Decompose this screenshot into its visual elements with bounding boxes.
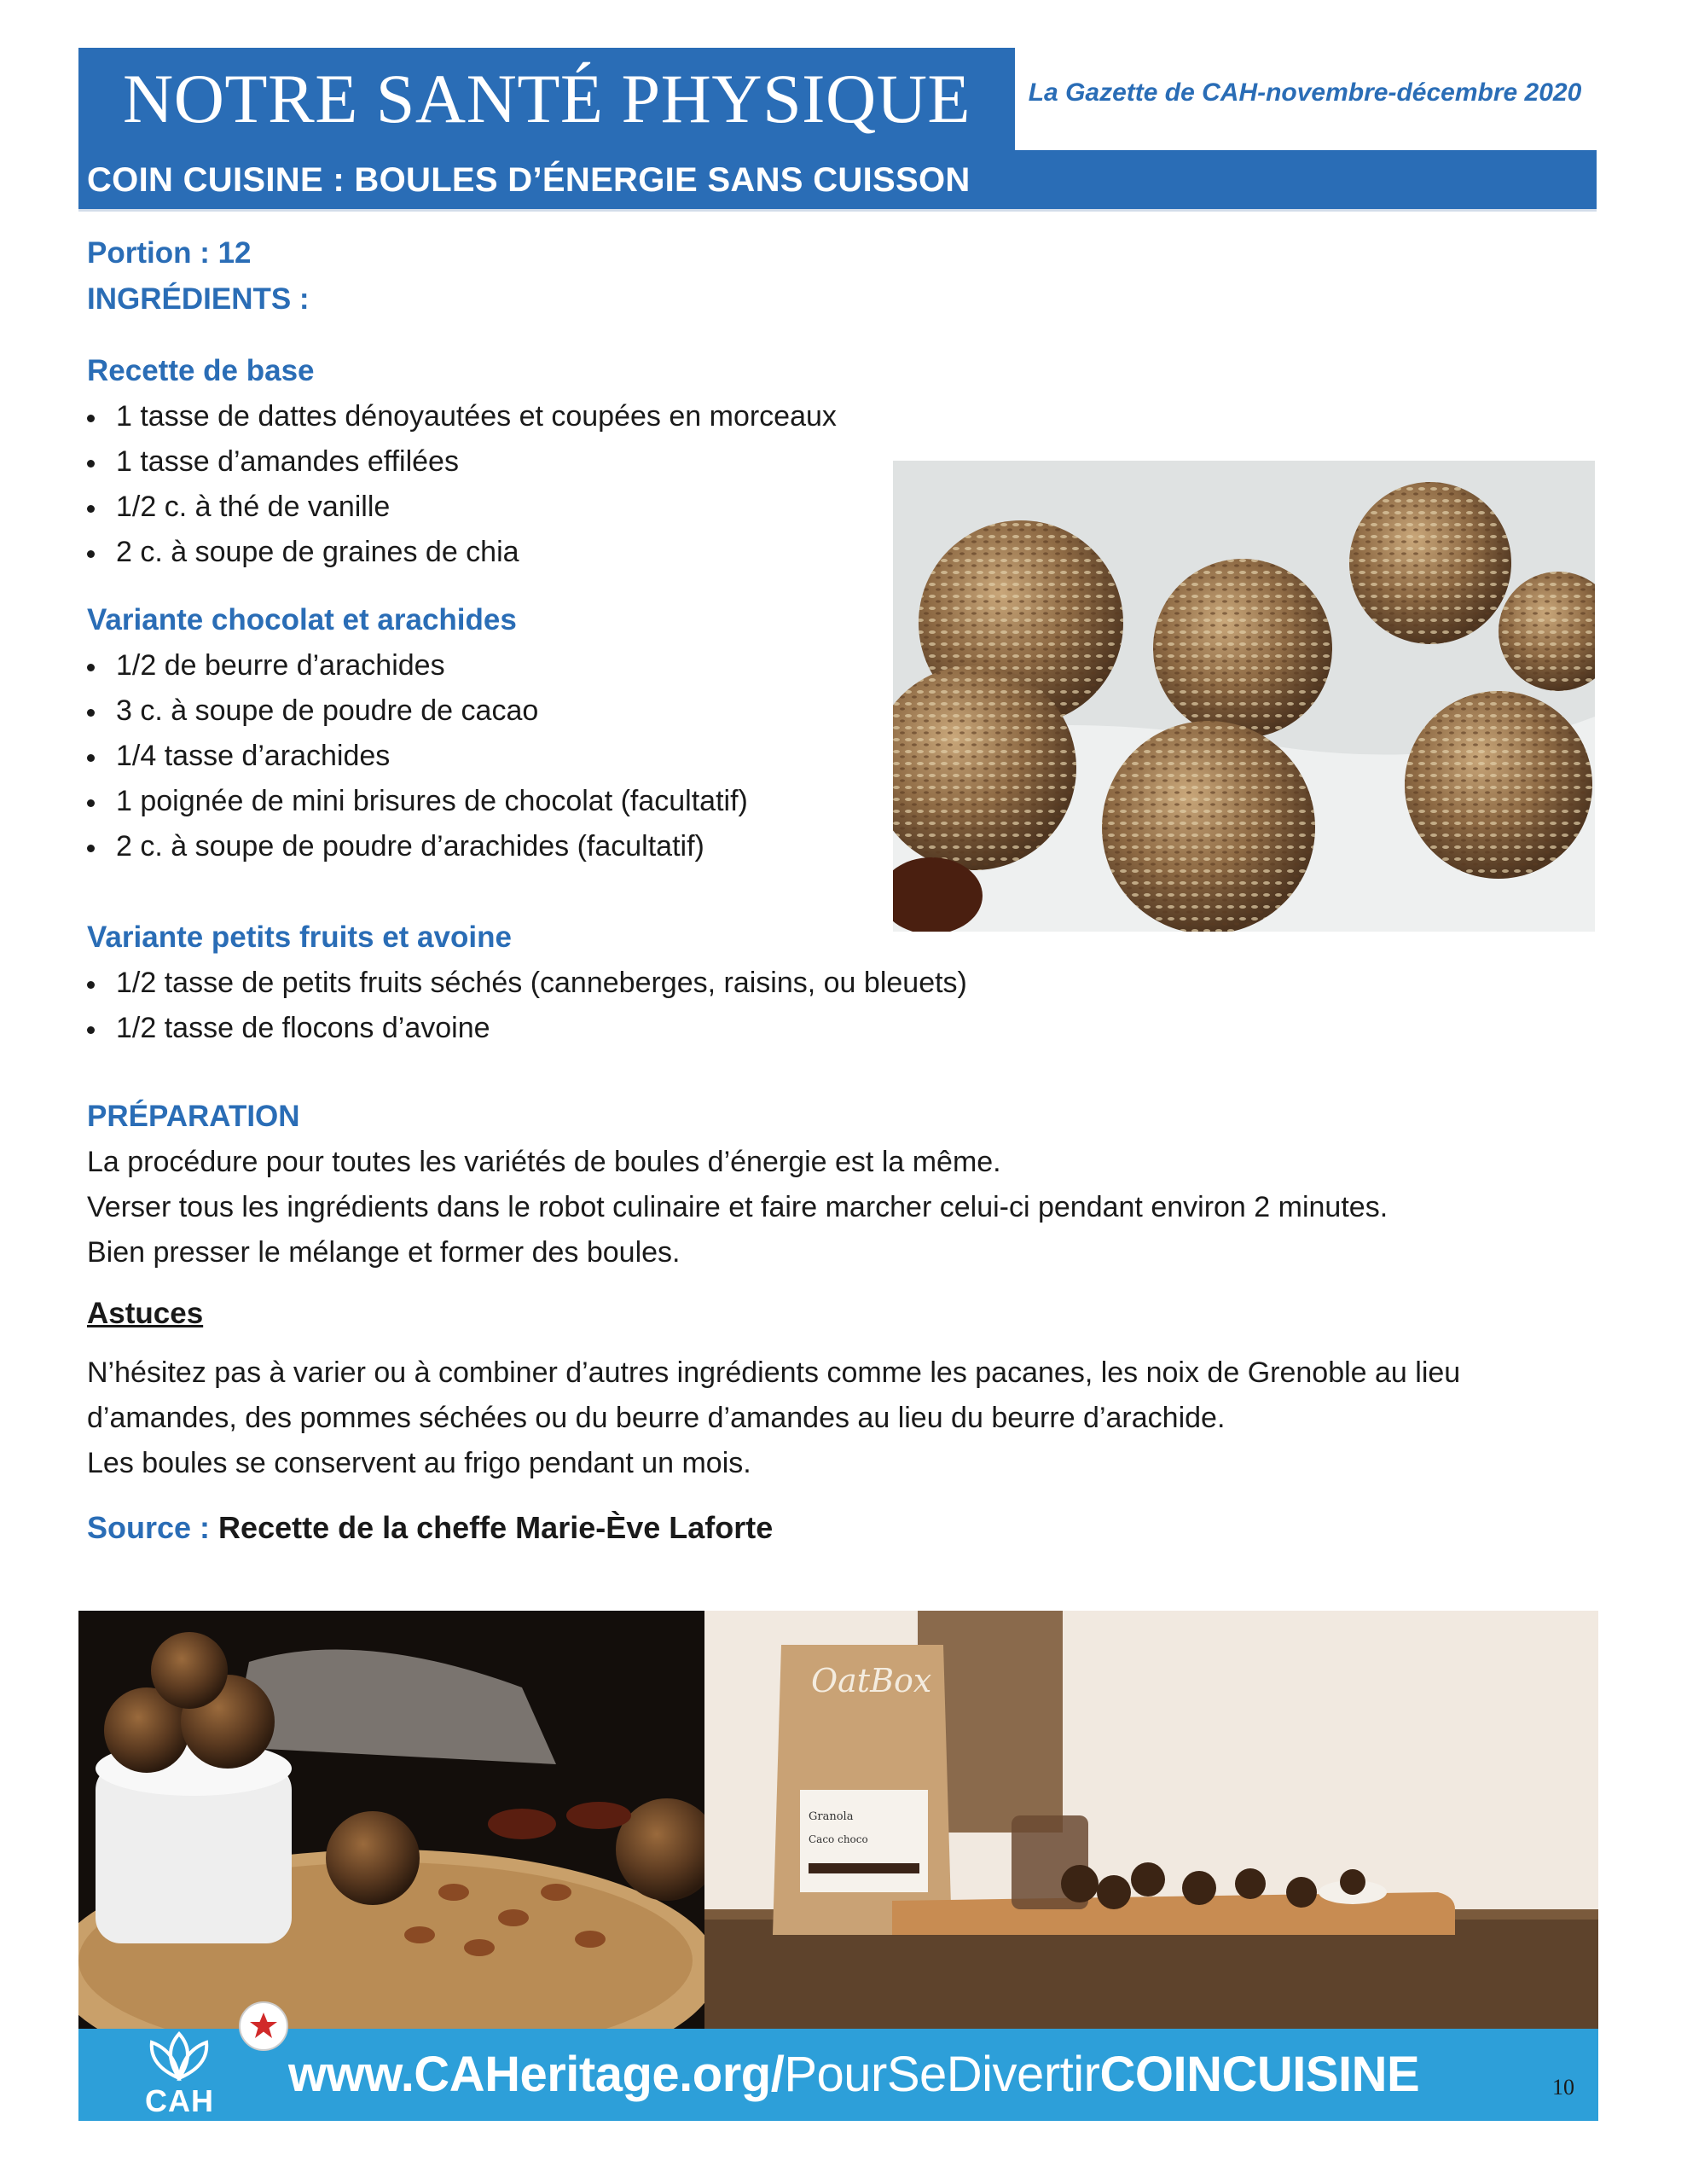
list-item: 1 poignée de mini brisures de chocolat (facultatif) (87, 779, 1537, 824)
portion: Portion : 12 (87, 236, 252, 270)
berries-ingredient-list (87, 961, 1537, 1051)
berries-variant-heading: Variante petits fruits et avoine (87, 921, 512, 954)
list-item: 3 c. à soupe de poudre de cacao (87, 688, 1537, 734)
ingredients-heading: INGRÉDIENTS : (87, 282, 310, 316)
page-number: 10 (1552, 2075, 1574, 2100)
energy-balls-bowl-photo (78, 1611, 704, 2029)
brand-logo: OatBox (811, 1662, 932, 1699)
base-recipe-heading: Recette de base (87, 354, 315, 387)
list-item: 2 c. à soupe de poudre d’arachides (facultatif) (87, 824, 1537, 869)
preparation-heading: PRÉPARATION (87, 1100, 300, 1133)
energy-balls-illustration (893, 461, 1595, 932)
list-item: 1/2 tasse de petits fruits séchés (canneberges, raisins, ou bleuets) (87, 961, 1537, 1006)
star-icon (246, 2009, 281, 2043)
footer-url-domain: www.CAHeritage.org/ (288, 2047, 785, 2102)
masthead (78, 48, 1015, 150)
list-item: 1/2 c. à thé de vanille (87, 485, 1537, 530)
list-item: 1 tasse d’amandes effilées (87, 439, 1537, 485)
oatbox-product-photo (704, 1611, 1598, 2029)
award-badge-icon (239, 2001, 288, 2051)
tips-line: N’hésitez pas à varier ou à combiner d’autres ingrédients comme les pacanes, les noix de Grenoble au lieu (87, 1356, 1461, 1389)
section-title: COIN CUISINE : BOULES D’ÉNERGIE SANS CUISSON (87, 160, 971, 199)
tips-line: Les boules se conservent au frigo pendant un mois. (87, 1447, 751, 1479)
list-item: 1/2 de beurre d’arachides (87, 643, 1537, 688)
source-text: Recette de la cheffe Marie-Ève Laforte (218, 1510, 774, 1545)
footer-url-path: PourSeDivertir (784, 2047, 1100, 2102)
preparation-line: Verser tous les ingrédients dans le robot culinaire et faire marcher celui-ci pendant environ 2 minutes. (87, 1191, 1388, 1223)
cah-logo-text: CAH (145, 2083, 214, 2118)
source-label: Source : (87, 1510, 219, 1545)
list-item: 1/2 tasse de flocons d’avoine (87, 1006, 1537, 1051)
tips-line: d’amandes, des pommes séchées ou du beurre d’amandes au lieu du beurre d’arachide. (87, 1402, 1226, 1434)
product-illustration (704, 1611, 1598, 2029)
product-flavour: Caco choco (809, 1833, 868, 1845)
preparation-line: Bien presser le mélange et former des boules. (87, 1236, 681, 1269)
section-banner (78, 150, 1597, 210)
tips-heading: Astuces (87, 1297, 204, 1330)
list-item: 1/4 tasse d’arachides (87, 734, 1537, 779)
product-label: Granola (809, 1810, 854, 1823)
list-item: 1 tasse de dattes dénoyautées et coupées en morceaux (87, 394, 1537, 439)
energy-balls-photo (893, 461, 1595, 932)
divider (78, 209, 1597, 212)
bowl-illustration (78, 1611, 704, 2029)
chocolate-variant-heading: Variante chocolat et arachides (87, 603, 517, 636)
preparation-line: La procédure pour toutes les variétés de boules d’énergie est la même. (87, 1146, 1001, 1178)
gazette-issue: La Gazette de CAH-novembre-décembre 2020 (1028, 78, 1582, 107)
footer-url-section: COINCUISINE (1099, 2047, 1420, 2102)
list-item: 2 c. à soupe de graines de chia (87, 530, 1537, 575)
footer-link[interactable] (288, 2046, 1419, 2103)
lotus-icon (128, 2027, 230, 2087)
source (87, 1505, 1537, 1551)
page-title: NOTRE SANTÉ PHYSIQUE (123, 60, 971, 137)
